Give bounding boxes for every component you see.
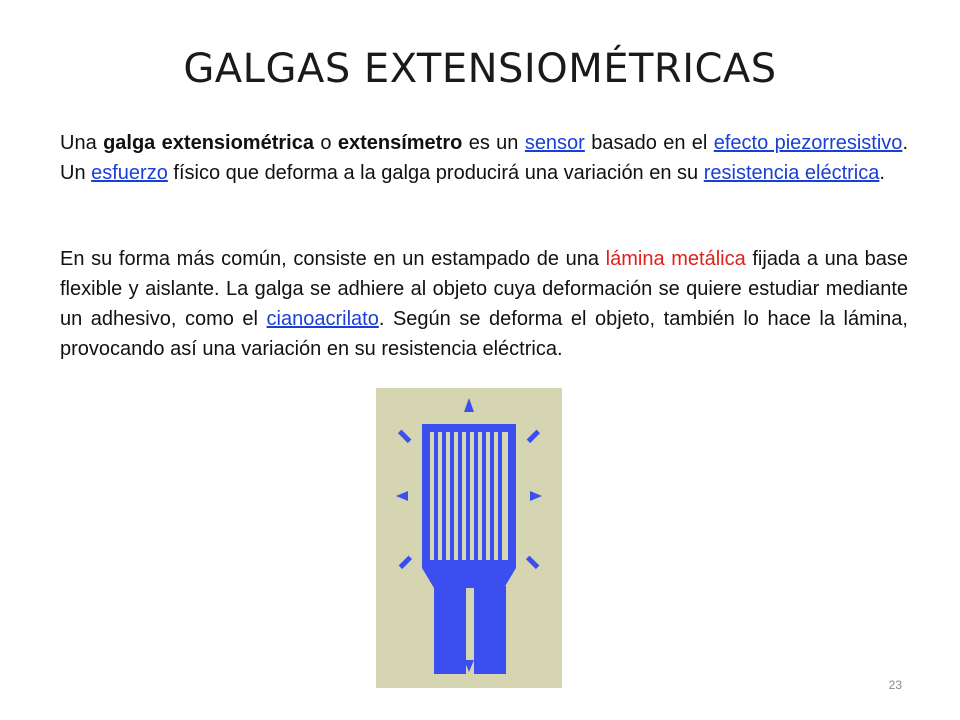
text: fijada a una base flexible y aislante. La galga se adhiere al objeto cuya deformación se quiere estudiar mediante un adhesivo, como el (60, 248, 908, 330)
highlight-lamina-metalica: lámina metálica (605, 248, 746, 270)
text: físico que deforma a la galga producirá una variación en su (167, 162, 704, 184)
paragraph-description (60, 244, 908, 364)
text: o (313, 132, 338, 154)
text: En su forma más común, consiste en un estampado de una (60, 248, 606, 270)
foil-frame-top (422, 424, 516, 432)
text: . Según se deforma el objeto, también lo hace la lámina, provocando así una variación en su resistencia eléctrica. (60, 308, 908, 360)
link-esfuerzo[interactable]: esfuerzo (91, 162, 168, 184)
foil-taper (422, 568, 516, 588)
link-sensor[interactable]: sensor (524, 132, 585, 154)
bold-term-extensimetro: extensímetro (337, 132, 463, 154)
paragraph-definition (60, 128, 908, 188)
slide-number: 23 (888, 678, 902, 692)
text: . (879, 162, 885, 184)
text: basado en el (584, 132, 714, 154)
link-resistencia-electrica[interactable]: resistencia eléctrica (703, 162, 880, 184)
text: es un (462, 132, 525, 154)
text: . Un (60, 132, 908, 184)
link-cianoacrilato[interactable]: cianoacrilato (266, 308, 379, 330)
lead-pad-left (434, 586, 466, 674)
foil-bottom-bar (422, 560, 516, 568)
bold-term-galga: galga extensiométrica (103, 132, 314, 154)
link-efecto-piezorresistivo[interactable]: efecto piezorresistivo (713, 132, 903, 154)
lead-pad-right (474, 586, 506, 674)
foil-frame-right (508, 424, 516, 566)
foil-frame-left (422, 424, 430, 566)
text: Una (60, 132, 104, 154)
slide-title: GALGAS EXTENSIOMÉTRICAS (183, 46, 777, 92)
strain-gauge-figure (376, 388, 562, 688)
